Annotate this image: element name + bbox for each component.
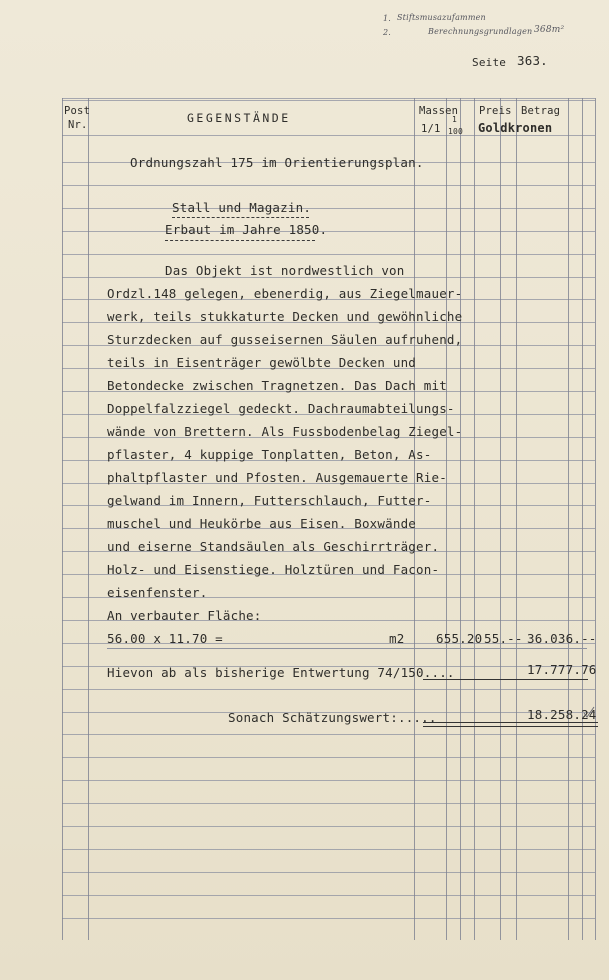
masses-header: Massen <box>419 105 459 117</box>
description-line-13: und eiserne Standsäulen als Geschirrträger. <box>107 539 440 554</box>
margin-note-1: Stiftsmusazufammen <box>397 13 486 22</box>
items-header: GEGENSTÄNDE <box>187 111 291 125</box>
area-formula: 56.00 x 11.70 = <box>107 631 223 646</box>
margin-note-1-number: 1. <box>383 14 392 23</box>
description-line-2: Ordzl.148 gelegen, ebenerdig, aus Ziegelmauer- <box>107 286 463 301</box>
order-number-line: Ordnungszahl 175 im Orientierungsplan. <box>130 155 424 170</box>
masses-sub-whole: 1/1 <box>421 123 441 135</box>
description-line-15: eisenfenster. <box>107 585 208 600</box>
column-line <box>62 98 63 940</box>
currency-header: Goldkronen <box>478 121 553 135</box>
sum-rule <box>107 648 587 649</box>
masses-sub-fraction-den: 100 <box>448 127 464 136</box>
description-line-14: Holz- und Eisenstiege. Holztüren und Facon- <box>107 562 440 577</box>
column-line <box>460 98 461 940</box>
margin-note-area: 368m² <box>534 25 565 35</box>
description-line-9: pflaster, 4 kuppige Tonplatten, Beton, As- <box>107 447 432 462</box>
description-line-1: Das Objekt ist nordwestlich von <box>165 263 405 278</box>
page-label: Seite <box>472 56 507 69</box>
description-line-11: gelwand im Innern, Futterschlauch, Futter- <box>107 493 432 508</box>
column-line <box>568 98 569 940</box>
description-line-12: muschel und Heukörbe aus Eisen. Boxwände <box>107 516 417 531</box>
estimate-value: 18.258.24 <box>527 707 597 722</box>
amount-header: Betrag <box>521 105 561 117</box>
description-line-6: Betondecke zwischen Tragnetzen. Das Dach mit <box>107 378 447 393</box>
deduction-label: Hievon ab als bisherige Entwertung 74/150.... <box>107 665 455 680</box>
description-line-4: Sturzdecken auf gusseisernen Säulen aufruhend, <box>107 332 463 347</box>
column-line <box>446 98 447 940</box>
deduction-rule <box>423 679 588 680</box>
built-underline <box>165 240 315 241</box>
amount-value: 36.036.-- <box>527 631 597 646</box>
masses-sub-fraction-num: 1 <box>452 115 458 124</box>
margin-note-2: Berechnungsgrundlagen <box>428 27 533 36</box>
building-title: Stall und Magazin. <box>172 200 312 215</box>
post-header-line1: Post <box>64 105 91 117</box>
price-value: 55.-- <box>484 631 523 646</box>
post-header-line2: Nr. <box>68 119 88 131</box>
column-line <box>474 98 475 940</box>
price-header: Preis <box>479 105 512 117</box>
description-line-10: phaltpflaster und Pfosten. Ausgemauerte Rie- <box>107 470 447 485</box>
page-number: 363. <box>517 53 548 68</box>
description-line-3: werk, teils stukkaturte Decken und gewöhnliche <box>107 309 463 324</box>
column-line <box>516 98 517 940</box>
description-line-7: Doppelfalzziegel gedeckt. Dachraumabteilungs- <box>107 401 455 416</box>
area-unit: m2 <box>389 631 405 646</box>
estimate-label: Sonach Schätzungswert:..... <box>228 710 437 725</box>
area-label: An verbauter Fläche: <box>107 608 262 623</box>
column-line <box>582 98 583 940</box>
column-line <box>500 98 501 940</box>
column-line <box>88 98 89 940</box>
deduction-value: 17.777.76 <box>527 662 597 677</box>
area-value: 655.20 <box>436 631 483 646</box>
description-line-8: wände von Brettern. Als Fussbodenbelag Ziegel- <box>107 424 463 439</box>
total-double-rule <box>423 722 598 727</box>
description-line-5: teils in Eisenträger gewölbte Decken und <box>107 355 417 370</box>
checkmark-icon <box>583 705 595 719</box>
column-line <box>595 98 596 940</box>
built-year: Erbaut im Jahre 1850. <box>165 222 328 237</box>
margin-note-2-number: 2. <box>383 28 392 37</box>
title-underline <box>172 217 309 218</box>
